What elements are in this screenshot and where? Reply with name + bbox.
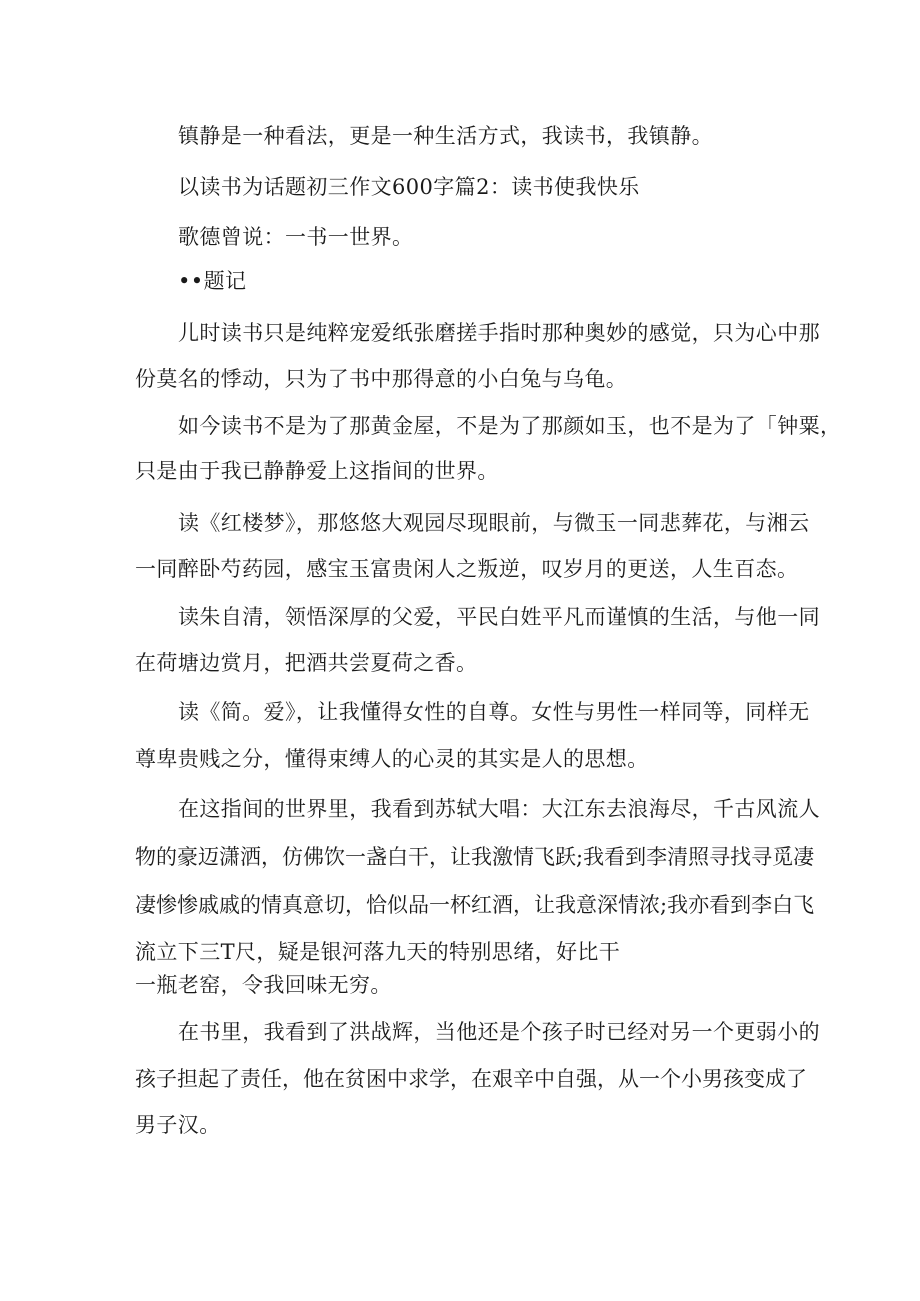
text-line-13: 读《简。爱》，让我懂得女性的自尊。女性与男性一样同等，同样无 bbox=[178, 700, 810, 724]
text-line-3: 歌德曾说：一书一世界。 bbox=[178, 225, 414, 249]
text-line-8: 只是由于我已静静爱上这指间的世界。 bbox=[135, 459, 499, 483]
text-line-9: 读《红楼梦》，那悠悠大观园尽现眼前，与微玉一同悲葬花，与湘云 bbox=[178, 511, 810, 535]
text-line-7: 如今读书不是为了那黄金屋，不是为了那颜如玉，也不是为了「钟粟， bbox=[178, 414, 842, 438]
text-line-4: ••题记 bbox=[178, 269, 247, 293]
text-line-22: 男子汉。 bbox=[135, 1113, 221, 1137]
text-line-18: 流立下三T尺，疑是银河落九天的特别思绪，好比干 bbox=[135, 940, 621, 964]
text-line-2: 以读书为话题初三作文600字篇2：读书使我快乐 bbox=[178, 175, 640, 199]
text-line-17: 凄惨惨戚戚的情真意切，恰似品一杯红酒，让我意深情浓;我亦看到李白飞 bbox=[135, 893, 815, 917]
text-line-16: 物的豪迈潇洒，仿佛饮一盏白干，让我激情飞跃;我看到李清照寻找寻觅凄 bbox=[135, 845, 815, 869]
text-line-19: 一瓶老窑，令我回味无穷。 bbox=[135, 973, 392, 997]
text-line-11: 读朱自清，领悟深厚的父爱，平民白姓平凡而谨慎的生活，与他一同 bbox=[178, 605, 820, 629]
text-line-5: 儿时读书只是纯粹宠爱纸张磨搓手指时那种奥妙的感觉，只为心中那 bbox=[178, 321, 820, 345]
text-line-21: 孩子担起了责任，他在贫困中求学，在艰辛中自强，从一个小男孩变成了 bbox=[135, 1067, 807, 1091]
text-line-15: 在这指间的世界里，我看到苏轼大唱：大江东去浪海尽，千古风流人 bbox=[178, 797, 820, 821]
text-line-14: 尊卑贵贱之分，懂得束缚人的心灵的其实是人的思想。 bbox=[135, 747, 649, 771]
text-line-1: 镇静是一种看法，更是一种生活方式，我读书，我镇静。 bbox=[178, 124, 713, 148]
text-line-12: 在荷塘边赏月，把酒共尝夏荷之香。 bbox=[135, 651, 478, 675]
text-line-10: 一同醉卧芍药园，感宝玉富贵闲人之叛逆，叹岁月的更送，人生百态。 bbox=[135, 557, 799, 581]
text-line-20: 在书里，我看到了洪战辉，当他还是个孩子时已经对另一个更弱小的 bbox=[178, 1020, 820, 1044]
text-line-6: 份莫名的悸动，只为了书中那得意的小白兔与乌龟。 bbox=[135, 367, 628, 391]
